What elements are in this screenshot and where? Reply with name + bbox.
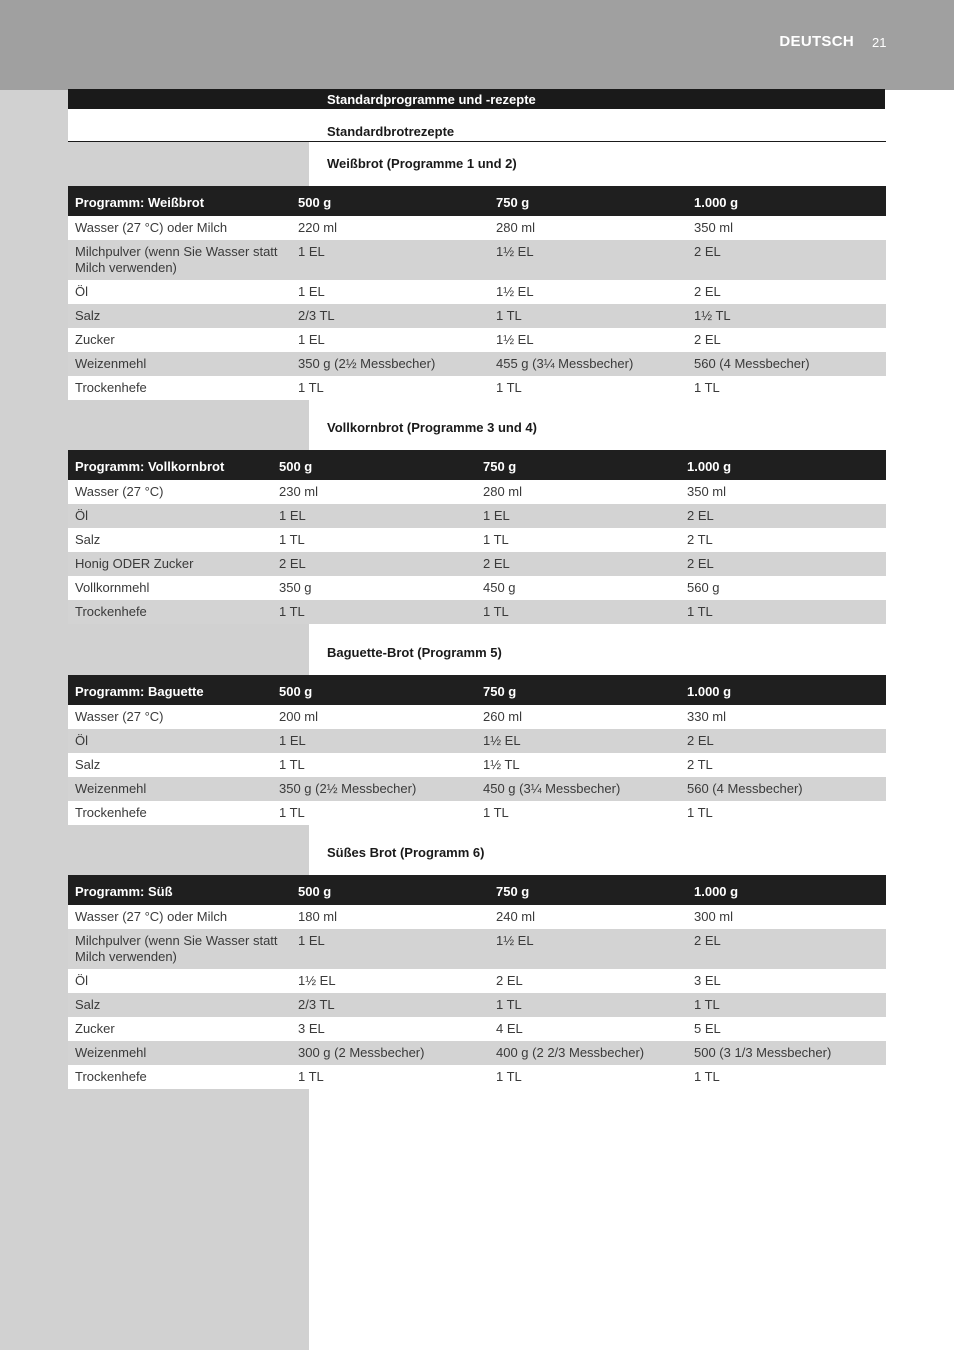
table-cell: 330 ml [680,705,886,729]
table-cell: Zucker [68,1017,291,1041]
table-row [68,328,886,352]
table-cell: Wasser (27 °C) [68,705,272,729]
table-row [68,969,886,993]
table-cell: 2/3 TL [291,993,489,1017]
table-header-row [68,675,886,705]
table-cell: 560 (4 Messbecher) [687,352,886,376]
table-cell: 2 TL [680,528,886,552]
table-cell: 560 g [680,576,886,600]
table-cell: 1 EL [272,504,476,528]
column-header: 500 g [272,675,476,705]
table-cell: 1½ EL [476,729,680,753]
table-cell: Honig ODER Zucker [68,552,272,576]
table-cell: Milchpulver (wenn Sie Wasser statt Milch verwenden) [68,929,291,969]
table-row [68,528,886,552]
table-cell: 1 TL [272,600,476,624]
column-header: 750 g [476,450,680,480]
table-cell: 450 g (3¼ Messbecher) [476,777,680,801]
column-header: Programm: Süß [68,875,291,905]
table-cell: 1 TL [489,304,687,328]
table-cell: 3 EL [291,1017,489,1041]
table-cell: 560 (4 Messbecher) [680,777,886,801]
table-cell: 300 g (2 Messbecher) [291,1041,489,1065]
table-cell: 1 TL [687,993,886,1017]
recipe-table-vollkornbrot [68,450,886,624]
table-cell: 2/3 TL [291,304,489,328]
table-cell: 240 ml [489,905,687,929]
recipe-title-weissbrot: Weißbrot (Programme 1 und 2) [327,156,517,171]
table-row [68,777,886,801]
table-row [68,376,886,400]
table-cell: 2 EL [272,552,476,576]
column-header: 500 g [291,875,489,905]
table-cell: 1 TL [476,801,680,825]
table-cell: Wasser (27 °C) [68,480,272,504]
table-row [68,993,886,1017]
table-row [68,240,886,280]
table-cell: Wasser (27 °C) oder Milch [68,216,291,240]
table-cell: 1 TL [489,1065,687,1089]
table-row [68,905,886,929]
recipe-table-baguette [68,675,886,825]
table-cell: Zucker [68,328,291,352]
column-header: 750 g [489,875,687,905]
table-cell: 2 EL [687,328,886,352]
table-cell: 1 TL [272,528,476,552]
table-cell: 1 TL [680,600,886,624]
table-cell: 220 ml [291,216,489,240]
subsection-background [68,109,309,141]
table-cell: 1 TL [489,993,687,1017]
table-cell: 3 EL [687,969,886,993]
table-cell: 2 EL [489,969,687,993]
table-cell: 1 TL [291,376,489,400]
language-label: DEUTSCH [779,33,854,50]
table-cell: 1½ EL [489,240,687,280]
table-cell: 2 EL [680,729,886,753]
table-cell: 1 TL [687,1065,886,1089]
page-number: 21 [872,35,887,50]
table-cell: Öl [68,280,291,304]
table-cell: 400 g (2 2/3 Messbecher) [489,1041,687,1065]
table-row [68,753,886,777]
table-cell: Wasser (27 °C) oder Milch [68,905,291,929]
column-header: 1.000 g [687,875,886,905]
table-row [68,729,886,753]
column-header: Programm: Weißbrot [68,186,291,216]
table-cell: 230 ml [272,480,476,504]
table-cell: 180 ml [291,905,489,929]
table-cell: 1 TL [680,801,886,825]
table-cell: Öl [68,969,291,993]
table-cell: Vollkornmehl [68,576,272,600]
table-cell: Öl [68,729,272,753]
table-cell: 1 TL [476,600,680,624]
recipe-title-vollkornbrot: Vollkornbrot (Programme 3 und 4) [327,420,537,435]
recipe-table-weissbrot [68,186,886,400]
table-cell: 350 g (2½ Messbecher) [272,777,476,801]
table-row [68,552,886,576]
table-cell: 450 g [476,576,680,600]
table-row [68,600,886,624]
column-header: 500 g [272,450,476,480]
table-cell: 350 g (2½ Messbecher) [291,352,489,376]
table-cell: Weizenmehl [68,352,291,376]
table-cell: 455 g (3¼ Messbecher) [489,352,687,376]
table-row [68,576,886,600]
column-header: 500 g [291,186,489,216]
table-cell: Trockenhefe [68,376,291,400]
column-header: 1.000 g [680,675,886,705]
table-cell: Weizenmehl [68,777,272,801]
table-cell: Salz [68,528,272,552]
table-row [68,216,886,240]
table-row [68,1041,886,1065]
column-header: 750 g [476,675,680,705]
table-cell: 1½ TL [687,304,886,328]
table-cell: 1 TL [272,753,476,777]
table-header-row [68,450,886,480]
table-cell: 1 EL [272,729,476,753]
table-cell: 2 EL [687,929,886,969]
table-row [68,352,886,376]
column-header: 1.000 g [680,450,886,480]
table-cell: 2 EL [680,552,886,576]
column-header: 1.000 g [687,186,886,216]
table-row [68,1017,886,1041]
table-row [68,705,886,729]
table-header-row [68,186,886,216]
table-cell: 1 TL [476,528,680,552]
table-cell: 1½ EL [291,969,489,993]
table-cell: 1 EL [291,929,489,969]
table-cell: 1½ EL [489,280,687,304]
table-cell: 2 TL [680,753,886,777]
table-cell: 1½ EL [489,328,687,352]
table-cell: 1 TL [489,376,687,400]
column-header: Programm: Baguette [68,675,272,705]
recipe-table-suesses-brot [68,875,886,1089]
recipe-title-suesses-brot: Süßes Brot (Programm 6) [327,845,485,860]
recipe-title-baguette: Baguette-Brot (Programm 5) [327,645,502,660]
table-cell: Milchpulver (wenn Sie Wasser statt Milch verwenden) [68,240,291,280]
table-cell: Öl [68,504,272,528]
table-row [68,929,886,969]
table-row [68,1065,886,1089]
table-cell: 350 ml [687,216,886,240]
table-cell: 1 TL [687,376,886,400]
table-cell: 2 EL [687,280,886,304]
table-cell: Salz [68,993,291,1017]
table-cell: 1 EL [476,504,680,528]
table-cell: Weizenmehl [68,1041,291,1065]
subsection-title: Standardbrotrezepte [327,124,455,139]
table-row [68,280,886,304]
section-title: Standardprogramme und -rezepte [327,92,536,107]
table-cell: 500 (3 1/3 Messbecher) [687,1041,886,1065]
table-cell: Trockenhefe [68,600,272,624]
table-row [68,504,886,528]
table-cell: 5 EL [687,1017,886,1041]
table-cell: 1 TL [272,801,476,825]
table-cell: 260 ml [476,705,680,729]
table-cell: 1½ TL [476,753,680,777]
table-row [68,801,886,825]
table-cell: 2 EL [476,552,680,576]
column-header: 750 g [489,186,687,216]
table-row [68,304,886,328]
table-cell: 1 TL [291,1065,489,1089]
table-cell: 1 EL [291,280,489,304]
table-header-row [68,875,886,905]
table-cell: 1½ EL [489,929,687,969]
table-cell: 2 EL [687,240,886,280]
table-cell: Trockenhefe [68,1065,291,1089]
subsection-rule [68,141,886,142]
table-cell: 280 ml [476,480,680,504]
column-header: Programm: Vollkornbrot [68,450,272,480]
table-cell: 1 EL [291,328,489,352]
table-cell: 350 g [272,576,476,600]
table-cell: Salz [68,753,272,777]
table-cell: 4 EL [489,1017,687,1041]
table-row [68,480,886,504]
table-cell: 300 ml [687,905,886,929]
table-cell: 1 EL [291,240,489,280]
table-cell: 2 EL [680,504,886,528]
table-cell: 350 ml [680,480,886,504]
table-cell: 280 ml [489,216,687,240]
table-cell: Trockenhefe [68,801,272,825]
table-cell: Salz [68,304,291,328]
table-cell: 200 ml [272,705,476,729]
